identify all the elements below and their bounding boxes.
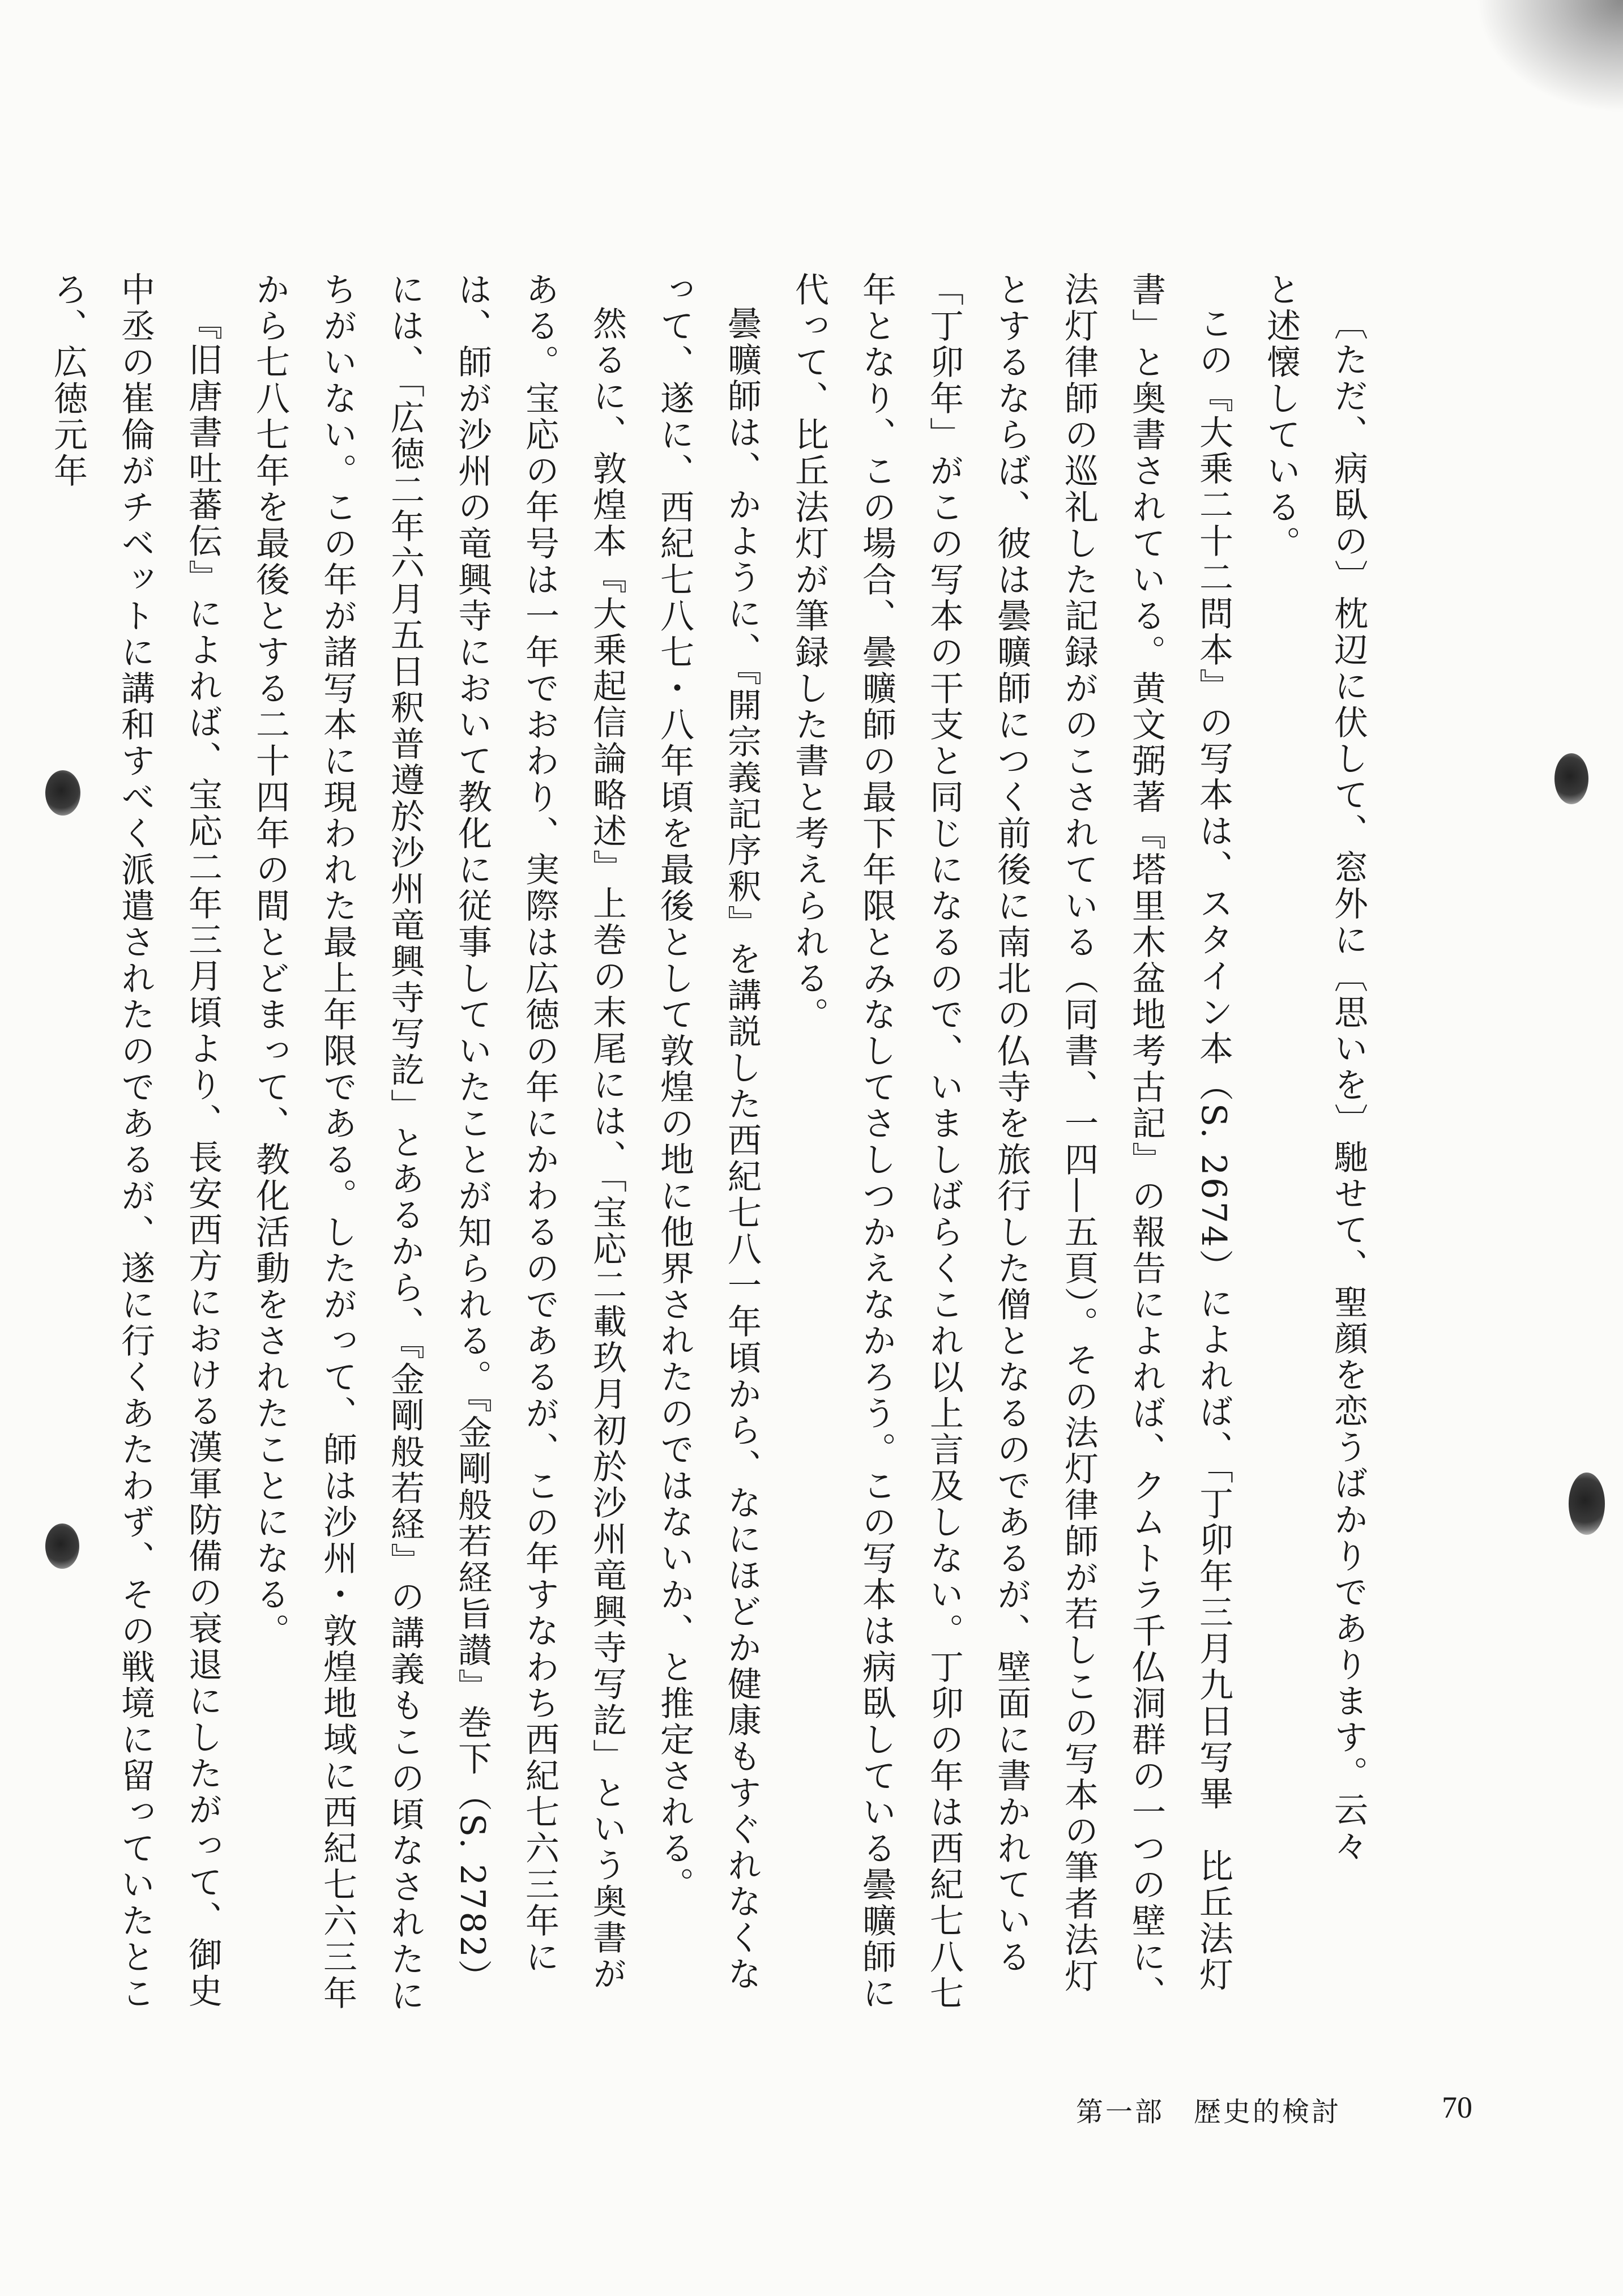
paragraph-1: 〔ただ、病臥の〕枕辺に伏して、窓外に〔思いを〕馳せて、聖顔を恋うばかりであります。云々: [1329, 306, 1368, 1864]
vertical-text-body: [48, 272, 1382, 2028]
punch-hole-right-top: [1554, 753, 1588, 804]
paragraph-4: 曇曠師は、かように、『開宗義記序釈』を講説した西紀七八一年頃から、なにほどか健康もすぐれなくなって、遂に、西紀七八七・八年頃を最後として敦煌の地に他界されたのではないか、と推定される。: [655, 272, 762, 1992]
punch-hole-right-bottom: [1569, 1473, 1605, 1535]
paragraph-6: 『旧唐書吐蕃伝』によれば、宝応二年三月頃より、長安西方における漢軍防備の衰退にしたがって、御史中丞の崔倫がチベットに講和すべく派遣されたのであるが、遂に行くあたわず、その戦境に留っていたところ、広徳元年: [48, 272, 223, 2012]
scan-corner-shadow: [1476, 0, 1623, 113]
paragraph-5: 然るに、敦煌本『大乗起信論略述』上巻の末尾には、「宝応二載玖月初於沙州竜興寺写訖」という奥書がある。宝応の年号は一年でおわり、実際は広徳の年にかわるのであるが、この年すなわち西紀七六三年には、師が沙州の竜興寺において教化に従事していたことが知られる。『金剛般若経旨讃』巻下（S. 2782）には、「広徳二年六月五日釈普遵於沙州竜興寺写訖」とあるから、『金剛般若経』の講義もこの頃なされたにちがいない。この年が諸写本に現われた最上年限である。したがって、師は沙州・敦煌地域に西紀七六三年から七八七年を最後とする二十四年の間とどまって、教化活動をされたことになる。: [250, 272, 627, 2014]
section-title: 第一部 歴史的検討: [1076, 2096, 1342, 2128]
paragraph-2: と述懐している。: [1261, 272, 1301, 562]
paragraph-3: この『大乗二十二問本』の写本は、スタイン本（S. 2674）によれば、「丁卯年三月九日写畢 比丘法灯書」と奥書されている。黄文弼著『塔里木盆地考古記』の報告によれば、クムトラ千仏洞群の一つの壁に、法灯律師の巡礼した記録がのこされている（同書、一四―五頁）。その法灯律師が若しこの写本の筆者法灯とするならば、彼は曇曠師につく前後に南北の仏寺を旅行した僧となるのであるが、壁面に書かれている「丁卯年」がこの写本の干支と同じになるので、いましばらくこれ以上言及しない。丁卯の年は西紀七八七年となり、この場合、曇曠師の最下年限とみなしてさしつかえなかろう。この写本は病臥している曇曠師に代って、比丘法灯が筆録した書と考えられる。: [789, 272, 1233, 2012]
page-footer: [1076, 2090, 1472, 2135]
page-number: 70: [1442, 2090, 1472, 2124]
